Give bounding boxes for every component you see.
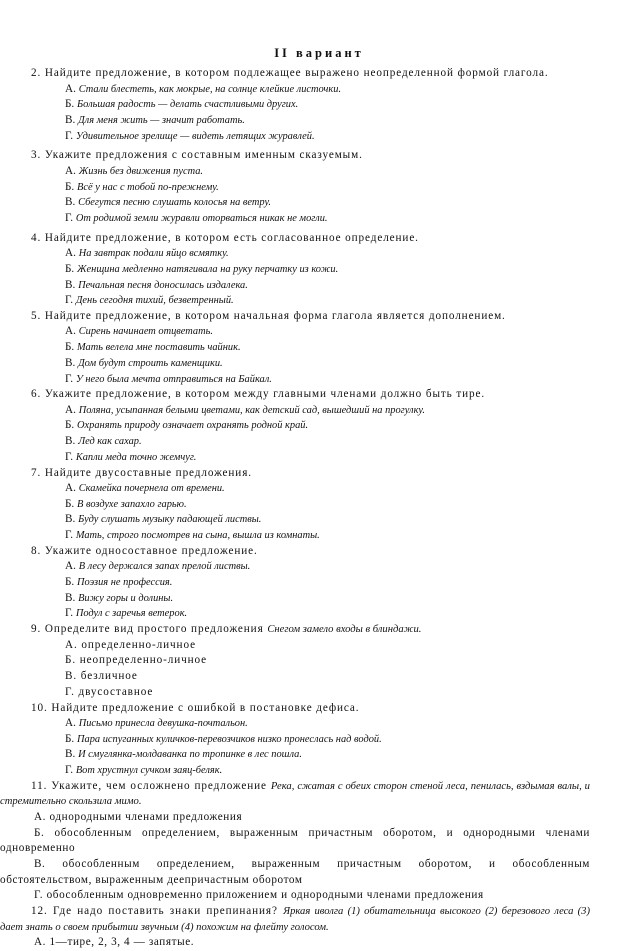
answer-option: [0, 575, 590, 591]
answer-option: [0, 195, 590, 211]
question-text: [0, 544, 590, 560]
option-letter: А.: [65, 247, 76, 260]
question-q8: [31, 544, 590, 622]
question-prompt: 8. Укажите односоставное предложение.: [31, 544, 258, 557]
answer-option: [0, 293, 590, 309]
option-letter: Б.: [65, 576, 75, 589]
option-letter: А.: [65, 164, 76, 177]
option-letter: Б.: [65, 180, 75, 193]
option-text: Лед как сахар.: [78, 436, 142, 448]
question-q9: [31, 622, 590, 700]
option-text: Жизнь без движения пуста.: [78, 165, 204, 177]
answer-option: [0, 246, 590, 262]
option-letter: А.: [65, 325, 76, 338]
question-example: Река, сжатая с обеих сторон стеной леса, пенилась, вздымая валы, и стремительно скользила мимо.: [0, 780, 590, 808]
option-text: В лесу держался запах прелой листвы.: [78, 561, 251, 573]
option-letter: А.: [65, 717, 76, 729]
answer-option: [0, 129, 590, 145]
question-text: [0, 309, 590, 325]
option-text: Мать, строго посмотрев на сына, вышла из комнаты.: [75, 530, 320, 542]
option-text: От родимой земли журавли оторваться никак не могли.: [75, 212, 328, 224]
option-text: Охранять природу означает охранять родной край.: [77, 420, 309, 432]
answer-option: [0, 372, 590, 388]
answer-option: [0, 356, 590, 372]
option-letter: Б.: [65, 262, 75, 275]
option-letter: В.: [65, 196, 76, 209]
answer-option: [0, 180, 590, 196]
option-letter: Г.: [65, 211, 74, 224]
answer-option: [0, 747, 590, 763]
answer-option: В. обособленным определением, выраженным причастным оборотом, и обособленным обстоятельством, выраженным деепричастным оборотом: [0, 857, 590, 886]
answer-option: [0, 591, 590, 607]
option-letter: В.: [65, 278, 76, 291]
question-text: [0, 904, 590, 935]
option-text: Поляна, усыпанная белыми цветами, как детский сад, вышедший на прогулку.: [78, 404, 425, 416]
answer-option: [0, 434, 590, 450]
answer-option: [0, 763, 590, 779]
answer-option: Г. двусоставное: [65, 685, 154, 698]
option-letter: В.: [65, 113, 76, 126]
option-text: Большая радость — делать счастливыми других.: [77, 99, 299, 111]
option-letter: В.: [65, 356, 76, 369]
option-letter: Б.: [65, 341, 75, 354]
option-letter: Г.: [65, 450, 74, 463]
variant-title: II вариант: [274, 46, 364, 60]
option-text: На завтрак подали яйцо всмятку.: [78, 248, 229, 260]
question-prompt: 9. Определите вид простого предложения: [31, 623, 264, 636]
question-prompt: 2. Найдите предложение, в котором подлежащее выражено неопределенной формой глагола.: [31, 67, 549, 79]
option-letter: А.: [65, 403, 76, 416]
option-letter: Г.: [65, 294, 74, 307]
option-letter: Г.: [65, 529, 74, 542]
option-text: Стали блестеть, как мокрые, на солнце клейкие листочки.: [78, 83, 342, 95]
question-prompt: 3. Укажите предложения с составным именным сказуемым.: [31, 149, 363, 162]
answer-option: Б. обособленным определением, выраженным причастным оборотом, и однородными членами одновременно: [0, 826, 590, 855]
question-q6: [31, 387, 590, 465]
answer-option: [0, 211, 590, 227]
answer-option: [0, 97, 590, 113]
option-text: Буду слушать музыку падающей листвы.: [78, 514, 262, 526]
option-letter: Б.: [65, 419, 75, 432]
question-text: [0, 66, 590, 82]
answer-option: [0, 113, 590, 129]
answer-option: [0, 528, 590, 544]
answer-option: [0, 559, 590, 575]
option-text: Удивительное зрелище — видеть летящих журавлей.: [75, 130, 315, 142]
option-text: Вижу горы и долины.: [78, 592, 174, 604]
question-q3: [31, 148, 590, 230]
option-text: Вот хрустнул сучком заяц-беляк.: [75, 765, 223, 777]
option-text: Всё у нас с тобой по-прежнему.: [77, 181, 219, 193]
option-text: Мать велела мне поставить чайник.: [77, 342, 241, 354]
option-text: Поэзия не профессия.: [77, 577, 173, 589]
answer-option: [0, 278, 590, 294]
question-example: Снегом замело входы в блиндажи.: [267, 624, 422, 636]
answer-option: [0, 403, 590, 419]
answer-option: А. определенно-личное: [65, 638, 196, 651]
answer-option: [0, 340, 590, 356]
option-letter: В.: [65, 591, 76, 604]
question-q7: [31, 466, 590, 544]
option-text: Женщина медленно натягивала на руку перчатку из кожи.: [77, 263, 339, 275]
question-q11: [0, 779, 590, 904]
option-text: И смуглянка-молдаванка по тропинке в лес пошла.: [78, 749, 302, 761]
option-letter: А.: [65, 482, 76, 495]
option-text: Дом будут строить каменщики.: [78, 357, 223, 369]
option-letter: А.: [65, 560, 76, 573]
answer-option: [0, 164, 590, 180]
question-example: Яркая иволга (1) обитательница высокого (2) березового леса (3) дает знать о своем прибытии звучным (4) похожим на флейту голосом.: [0, 906, 590, 933]
answer-option: [0, 716, 590, 732]
question-q5: [31, 309, 590, 387]
option-text: Капли меда точно жемчуг.: [75, 451, 197, 463]
question-text: [0, 701, 590, 717]
question-text: [0, 466, 590, 482]
option-text: Подул с заречья ветерок.: [75, 608, 188, 620]
answer-option: Г. обособленным одновременно приложением и однородными членами предложения: [34, 889, 484, 902]
option-letter: В.: [65, 435, 76, 448]
option-text: Печальная песня доносилась издалека.: [78, 279, 248, 291]
option-letter: А.: [65, 82, 76, 95]
option-text: Письмо принесла девушка-почтальон.: [78, 718, 248, 729]
question-prompt: 11. Укажите, чем осложнено предложение: [31, 779, 267, 792]
answer-option: В. безличное: [65, 670, 138, 683]
question-text: [0, 622, 590, 638]
option-letter: Б.: [65, 98, 75, 111]
answer-option: [0, 512, 590, 528]
option-text: В воздухе запахло гарью.: [77, 498, 187, 510]
answer-option: [0, 497, 590, 513]
question-prompt: 10. Найдите предложение с ошибкой в постановке дефиса.: [31, 701, 360, 714]
option-text: Сбегутся песню слушать колосья на ветру.: [78, 197, 272, 209]
answer-option: Б. неопределенно-личное: [65, 654, 208, 667]
question-text: [0, 387, 590, 403]
option-letter: Г.: [65, 372, 74, 385]
option-text: Пара испуганных куличков-перевозчиков низко пронеслась над водой.: [77, 733, 382, 745]
question-q2: [31, 66, 590, 148]
option-text: Для меня жить — значит работать.: [78, 114, 245, 126]
option-letter: Б.: [65, 732, 75, 745]
answer-option: [0, 606, 590, 622]
question-q12: [0, 904, 590, 951]
question-prompt: 5. Найдите предложение, в котором начальная форма глагола является дополнением.: [31, 309, 506, 322]
option-text: День сегодня тихий, безветренный.: [75, 295, 234, 307]
answer-option: [0, 262, 590, 278]
question-prompt: 4. Найдите предложение, в котором есть согласованное определение.: [31, 231, 419, 244]
answer-option: А. 1—тире, 2, 3, 4 — запятые.: [34, 936, 195, 949]
answer-option: А. однородными членами предложения: [34, 810, 243, 823]
option-text: Сирень начинает отцветать.: [78, 326, 213, 338]
question-prompt: 7. Найдите двусоставные предложения.: [31, 466, 252, 479]
answer-option: [0, 732, 590, 748]
answer-option: [0, 82, 590, 98]
option-text: У него была мечта отправиться на Байкал.: [75, 373, 272, 385]
answer-option: [0, 324, 590, 340]
answer-option: [0, 418, 590, 434]
question-q4: [31, 231, 590, 309]
question-text: [0, 231, 590, 247]
option-letter: Г.: [65, 607, 74, 620]
question-prompt: 6. Укажите предложение, в котором между главными членами должно быть тире.: [31, 388, 486, 401]
option-text: Скамейка почернела от времени.: [78, 483, 225, 495]
answer-option: [0, 450, 590, 466]
question-list: [0, 66, 590, 951]
option-letter: Г.: [65, 764, 74, 777]
question-q10: [31, 701, 590, 779]
option-letter: В.: [65, 748, 76, 761]
question-prompt: 12. Где надо поставить знаки препинания?: [31, 905, 278, 918]
option-letter: В.: [65, 513, 76, 526]
question-text: [0, 148, 590, 164]
question-text: [0, 779, 590, 810]
option-letter: Г.: [65, 129, 74, 142]
answer-option: [0, 481, 590, 497]
option-letter: Б.: [65, 497, 75, 510]
